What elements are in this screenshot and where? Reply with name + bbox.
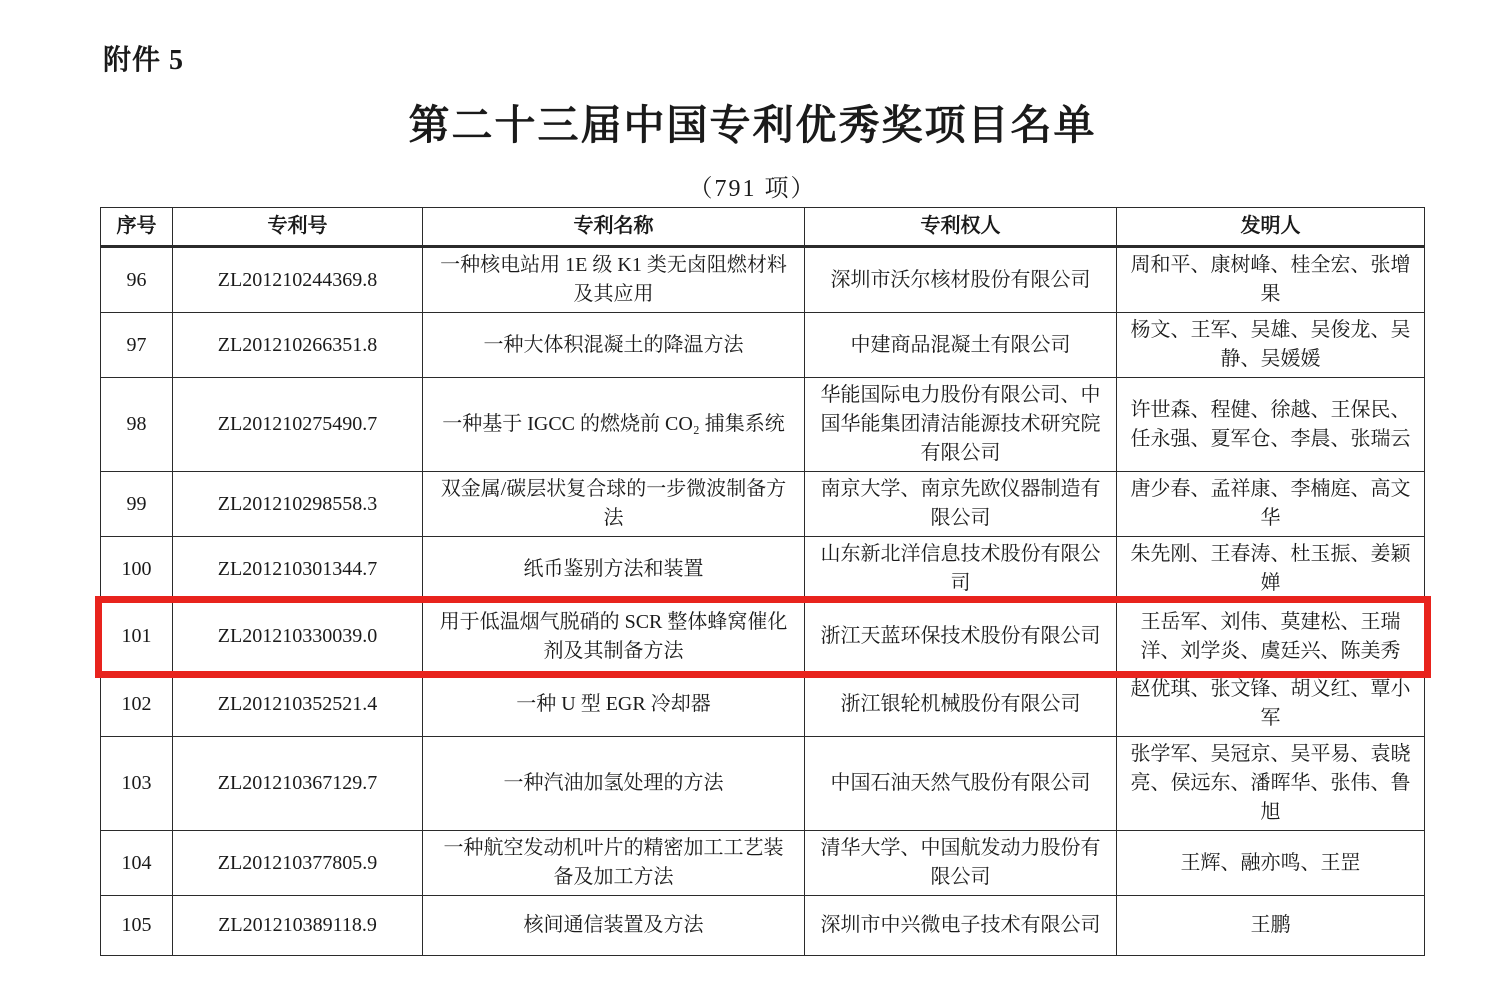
cell-inventors: 张学军、吴冠京、吴平易、袁晓亮、侯远东、潘晖华、张伟、鲁旭 [1117, 737, 1425, 831]
cell-patent-no: ZL201210330039.0 [173, 602, 423, 672]
cell-inventors: 朱先刚、王春涛、杜玉振、姜颖婵 [1117, 537, 1425, 602]
cell-inventors: 王辉、融亦鸣、王罡 [1117, 831, 1425, 896]
header-patent-no: 专利号 [173, 208, 423, 247]
cell-no: 100 [101, 537, 173, 602]
cell-patent-name: 一种汽油加氢处理的方法 [423, 737, 805, 831]
table-row [101, 672, 1425, 737]
cell-patent-no: ZL201210298558.3 [173, 472, 423, 537]
header-patent-name: 专利名称 [423, 208, 805, 247]
item-count: （791 项） [688, 176, 817, 202]
attachment-label: 附件 5 [103, 45, 185, 76]
cell-no: 97 [101, 313, 173, 378]
table-row [101, 737, 1425, 831]
cell-patent-name: 核间通信装置及方法 [423, 896, 805, 956]
cell-patent-no: ZL201210275490.7 [173, 378, 423, 472]
table-row-highlighted [101, 602, 1425, 672]
table-row [101, 537, 1425, 602]
cell-no: 96 [101, 247, 173, 313]
cell-no: 101 [101, 602, 173, 672]
table-row [101, 831, 1425, 896]
page-title: 第二十三届中国专利优秀奖项目名单 [408, 102, 1097, 148]
table-row [101, 472, 1425, 537]
cell-inventors: 唐少春、孟祥康、李楠庭、高文华 [1117, 472, 1425, 537]
cell-patentee: 浙江银轮机械股份有限公司 [805, 672, 1117, 737]
cell-patent-name: 一种 U 型 EGR 冷却器 [423, 672, 805, 737]
cell-patent-no: ZL201210367129.7 [173, 737, 423, 831]
table-row [101, 313, 1425, 378]
table-header-row [101, 208, 1425, 247]
cell-patent-name: 一种核电站用 1E 级 K1 类无卤阻燃材料及其应用 [423, 247, 805, 313]
cell-patent-name: 双金属/碳层状复合球的一步微波制备方法 [423, 472, 805, 537]
cell-inventors: 王岳军、刘伟、莫建松、王瑞洋、刘学炎、虞廷兴、陈美秀 [1117, 602, 1425, 672]
cell-patentee: 中建商品混凝土有限公司 [805, 313, 1117, 378]
cell-patent-name: 纸币鉴别方法和装置 [423, 537, 805, 602]
table-row [101, 896, 1425, 956]
cell-no: 102 [101, 672, 173, 737]
cell-patentee: 山东新北洋信息技术股份有限公司 [805, 537, 1117, 602]
cell-patentee: 华能国际电力股份有限公司、中国华能集团清洁能源技术研究院有限公司 [805, 378, 1117, 472]
cell-patentee: 深圳市沃尔核材股份有限公司 [805, 247, 1117, 313]
cell-patent-no: ZL201210244369.8 [173, 247, 423, 313]
cell-inventors: 赵优琪、张文锋、胡义红、覃小军 [1117, 672, 1425, 737]
table-row [101, 247, 1425, 313]
cell-patentee: 清华大学、中国航发动力股份有限公司 [805, 831, 1117, 896]
cell-patent-no: ZL201210377805.9 [173, 831, 423, 896]
header-patentee: 专利权人 [805, 208, 1117, 247]
cell-patent-name: 一种基于 IGCC 的燃烧前 CO₂ 捕集系统 [423, 378, 805, 472]
cell-inventors: 杨文、王军、吴雄、吴俊龙、吴静、吴媛媛 [1117, 313, 1425, 378]
cell-patentee: 南京大学、南京先欧仪器制造有限公司 [805, 472, 1117, 537]
cell-patentee: 浙江天蓝环保技术股份有限公司 [805, 602, 1117, 672]
cell-patentee: 中国石油天然气股份有限公司 [805, 737, 1117, 831]
cell-patent-no: ZL201210266351.8 [173, 313, 423, 378]
cell-no: 99 [101, 472, 173, 537]
cell-no: 103 [101, 737, 173, 831]
cell-inventors: 许世森、程健、徐越、王保民、任永强、夏军仓、李晨、张瑞云 [1117, 378, 1425, 472]
cell-patent-no: ZL201210389118.9 [173, 896, 423, 956]
cell-patent-name: 一种大体积混凝土的降温方法 [423, 313, 805, 378]
cell-inventors: 周和平、康树峰、桂全宏、张增果 [1117, 247, 1425, 313]
header-inventors: 发明人 [1117, 208, 1425, 247]
cell-no: 98 [101, 378, 173, 472]
patent-award-table [100, 207, 1425, 956]
table-row [101, 378, 1425, 472]
header-no: 序号 [101, 208, 173, 247]
cell-patentee: 深圳市中兴微电子技术有限公司 [805, 896, 1117, 956]
cell-patent-name: 用于低温烟气脱硝的 SCR 整体蜂窝催化剂及其制备方法 [423, 602, 805, 672]
cell-patent-name: 一种航空发动机叶片的精密加工工艺装备及加工方法 [423, 831, 805, 896]
cell-no: 105 [101, 896, 173, 956]
cell-patent-no: ZL201210301344.7 [173, 537, 423, 602]
cell-no: 104 [101, 831, 173, 896]
cell-inventors: 王鹏 [1117, 896, 1425, 956]
cell-patent-no: ZL201210352521.4 [173, 672, 423, 737]
